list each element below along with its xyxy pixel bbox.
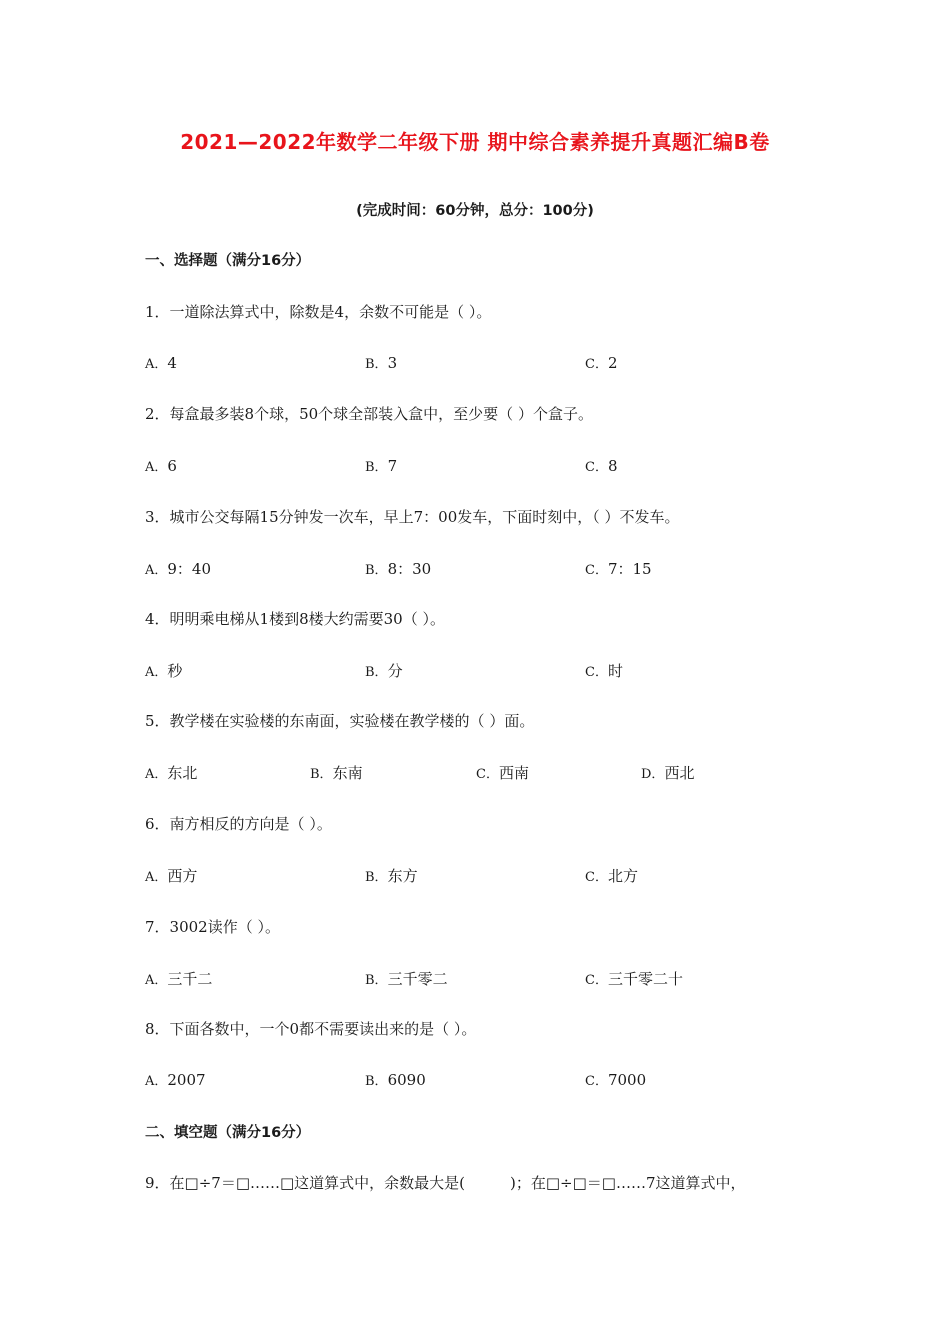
option-b: B．3 [365,354,398,372]
option-c: C．8 [585,457,618,475]
option-c: C．三千零二十 [585,970,683,988]
question-9: 9．在□÷7＝□……□这道算式中，余数最大是( )；在□÷□＝□……7这道算式中， [145,1174,746,1192]
option-c: C．时 [585,662,623,680]
option-b: B．6090 [365,1071,426,1089]
option-b: B．东南 [310,764,363,782]
option-a: A．2007 [145,1071,206,1089]
option-d: D．西北 [641,764,695,782]
option-c: C．7：15 [585,560,652,578]
option-a: A．东北 [145,764,198,782]
question-6: 6．南方相反的方向是（ ）。 [145,815,332,833]
option-a: A．4 [145,354,177,372]
option-a: A．6 [145,457,177,475]
document-title: 2021—2022年数学二年级下册 期中综合素养提升真题汇编B卷 [180,130,770,154]
question-4: 4．明明乘电梯从1楼到8楼大约需要30（ ）。 [145,610,445,628]
option-a: A．西方 [145,867,198,885]
section-heading-choice: 一、选择题（满分16分） [145,253,311,269]
question-8: 8．下面各数中，一个0都不需要读出来的是（ ）。 [145,1020,477,1038]
option-b: B．7 [365,457,398,475]
section-heading-fill: 二、填空题（满分16分） [145,1125,311,1141]
question-5: 5．教学楼在实验楼的东南面，实验楼在教学楼的（ ）面。 [145,712,535,730]
option-b: B．分 [365,662,403,680]
option-b: B．东方 [365,867,418,885]
question-3: 3．城市公交每隔15分钟发一次车，早上7：00发车，下面时刻中，（ ）不发车。 [145,508,680,526]
option-c: C．2 [585,354,618,372]
option-a: A．秒 [145,662,183,680]
option-b: B．8：30 [365,560,432,578]
option-c: C．7000 [585,1071,647,1089]
question-1: 1．一道除法算式中，除数是4，余数不可能是（ ）。 [145,303,492,321]
document-subtitle: (完成时间：60分钟，总分：100分) [356,203,594,219]
question-7: 7．3002读作（ ）。 [145,918,280,936]
option-c: C．西南 [476,764,529,782]
option-b: B．三千零二 [365,970,448,988]
question-2: 2．每盒最多装8个球，50个球全部装入盒中，至少要（ ）个盒子。 [145,405,593,423]
option-a: A．9：40 [145,560,212,578]
option-c: C．北方 [585,867,638,885]
option-a: A．三千二 [145,970,213,988]
